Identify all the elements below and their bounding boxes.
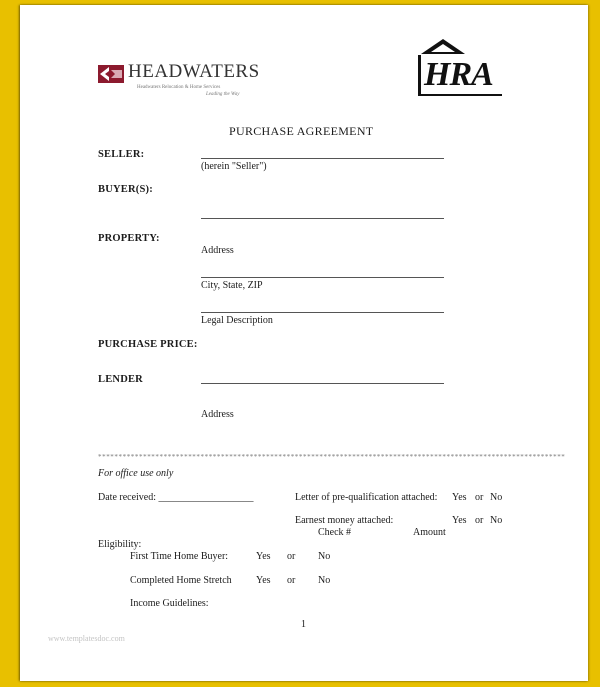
prequal-label: Letter of pre-qualification attached:: [295, 492, 438, 503]
lender-address-label: Address: [201, 409, 234, 420]
first-time-no: No: [318, 551, 331, 562]
buyer-label: BUYER(S):: [98, 184, 153, 195]
completed-yes: Yes: [256, 575, 271, 586]
seller-line: [201, 158, 444, 159]
first-time-label: First Time Home Buyer:: [130, 551, 229, 562]
prequal-or: or: [475, 492, 484, 503]
earnest-no: No: [490, 515, 503, 526]
property-address-line: [201, 277, 444, 278]
watermark: www.templatesdoc.com: [48, 634, 125, 643]
brand-tagline: Leading the Way: [206, 92, 240, 97]
separator: ******************************************************************************************************************: [98, 453, 566, 461]
first-time-or: or: [287, 551, 296, 562]
lender-label: LENDER: [98, 374, 143, 385]
property-label: PROPERTY:: [98, 233, 160, 244]
date-received: Date received: ___________________: [98, 492, 254, 503]
prequal-yes: Yes: [452, 492, 467, 503]
property-legal-label: Legal Description: [201, 315, 273, 326]
property-city-label: City, State, ZIP: [201, 280, 263, 291]
brand-name: HEADWATERS: [128, 61, 260, 82]
office-use-label: For office use only: [98, 468, 174, 479]
hra-logo-text: HRA: [424, 56, 493, 93]
headwaters-logo-icon: [98, 65, 124, 83]
earnest-or: or: [475, 515, 484, 526]
house-roof-icon: [418, 38, 468, 55]
check-label: Check #: [318, 527, 352, 538]
hra-logo-bar: [418, 55, 421, 95]
price-label: PURCHASE PRICE:: [98, 339, 198, 350]
lender-line: [201, 383, 444, 384]
completed-no: No: [318, 575, 331, 586]
seller-label: SELLER:: [98, 149, 145, 160]
earnest-label: Earnest money attached:: [295, 515, 394, 526]
buyer-line: [201, 218, 444, 219]
page-number: 1: [301, 619, 306, 630]
document-page: [20, 5, 588, 681]
earnest-yes: Yes: [452, 515, 467, 526]
completed-label: Completed Home Stretch: [130, 575, 232, 586]
document-title: PURCHASE AGREEMENT: [229, 124, 374, 138]
income-label: Income Guidelines:: [130, 598, 209, 609]
property-address-label: Address: [201, 245, 234, 256]
property-city-line: [201, 312, 444, 313]
seller-note: (herein "Seller"): [201, 161, 267, 172]
hra-logo-underline: [418, 94, 502, 96]
amount-label: Amount: [413, 527, 446, 538]
eligibility-label: Eligibility:: [98, 539, 142, 550]
prequal-no: No: [490, 492, 503, 503]
brand-subtitle: Headwaters Relocation & Home Services: [137, 85, 221, 90]
completed-or: or: [287, 575, 296, 586]
first-time-yes: Yes: [256, 551, 271, 562]
